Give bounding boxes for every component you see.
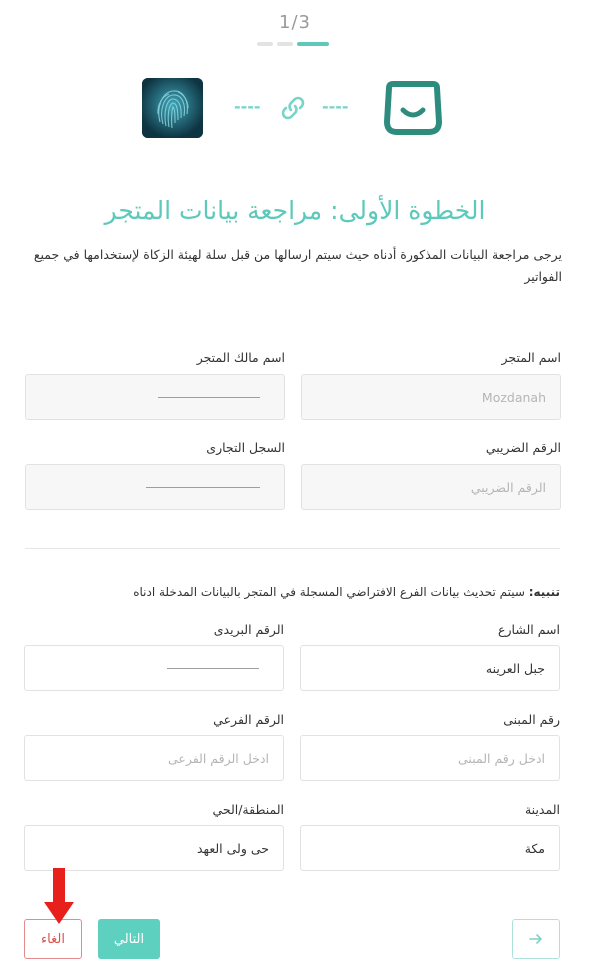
- branch-update-note: [25, 585, 560, 599]
- tax-number-placeholder: الرقم الضريبي: [470, 479, 546, 495]
- district-input[interactable]: [24, 825, 284, 871]
- sub-number-placeholder: ادخل الرقم الفرعى: [167, 750, 269, 766]
- owner-name-empty-line: [158, 397, 260, 398]
- district-value: حى ولى العهد: [197, 840, 269, 856]
- integration-logos: [0, 78, 590, 138]
- building-number-label: رقم المبنى: [503, 712, 560, 727]
- page-description: يرجى مراجعة البيانات المذكورة أدناه حيث سيتم ارسالها من قبل سلة لهيئة الزكاة لإستخدامها في جميع الفواتير: [33, 247, 562, 284]
- city-input[interactable]: [300, 825, 560, 871]
- commercial-register-empty-line: [146, 487, 260, 488]
- section-divider: [25, 548, 560, 549]
- tax-number-field[interactable]: [301, 464, 561, 510]
- building-number-placeholder: ادخل رقم المبنى: [458, 750, 545, 766]
- arrow-right-icon: [529, 933, 543, 945]
- note-text: سيتم تحديث بيانات الفرع الافتراضي المسجلة في المتجر بالبيانات المدخلة ادناه: [133, 585, 525, 599]
- forward-button[interactable]: [512, 919, 560, 959]
- step-dot-1-active: [297, 42, 329, 46]
- step-indicator: 1/3: [279, 12, 311, 33]
- owner-name-field[interactable]: [25, 374, 285, 420]
- store-name-field[interactable]: [301, 374, 561, 420]
- postal-code-empty-line: [167, 668, 259, 669]
- step-dot-3: [257, 42, 273, 46]
- note-prefix: تنبيه:: [528, 585, 560, 599]
- page-title: الخطوة الأولى: مراجعة بيانات المتجر: [104, 196, 486, 225]
- commercial-register-field[interactable]: [25, 464, 285, 510]
- link-dashes-left: ----: [234, 97, 261, 116]
- owner-name-label: اسم مالك المتجر: [196, 350, 285, 365]
- link-icon: [277, 92, 309, 124]
- building-number-input[interactable]: [300, 735, 560, 781]
- postal-code-label: الرقم البريدى: [213, 622, 284, 637]
- city-value: مكة: [524, 840, 545, 856]
- next-button[interactable]: التالي: [98, 919, 160, 959]
- commercial-register-label: السجل التجارى: [206, 440, 285, 455]
- street-value: جبل العرينه: [485, 660, 545, 676]
- postal-code-input[interactable]: [24, 645, 284, 691]
- cancel-button[interactable]: الغاء: [24, 919, 82, 959]
- tax-number-label: الرقم الضريبي: [485, 440, 561, 455]
- sub-number-label: الرقم الفرعي: [213, 712, 284, 727]
- step-dot-2: [277, 42, 293, 46]
- street-input[interactable]: [300, 645, 560, 691]
- city-label: المدينة: [524, 802, 560, 817]
- zatca-fingerprint-logo: [142, 78, 203, 138]
- sub-number-input[interactable]: [24, 735, 284, 781]
- district-label: المنطقة/الحي: [212, 802, 284, 817]
- street-label: اسم الشارع: [498, 622, 560, 637]
- link-dashes-right: ----: [322, 97, 349, 116]
- store-name-label: اسم المتجر: [501, 350, 561, 365]
- red-pointer-arrow-icon: [44, 868, 74, 924]
- salla-logo: [381, 78, 445, 138]
- store-name-value: Mozdanah: [481, 389, 546, 405]
